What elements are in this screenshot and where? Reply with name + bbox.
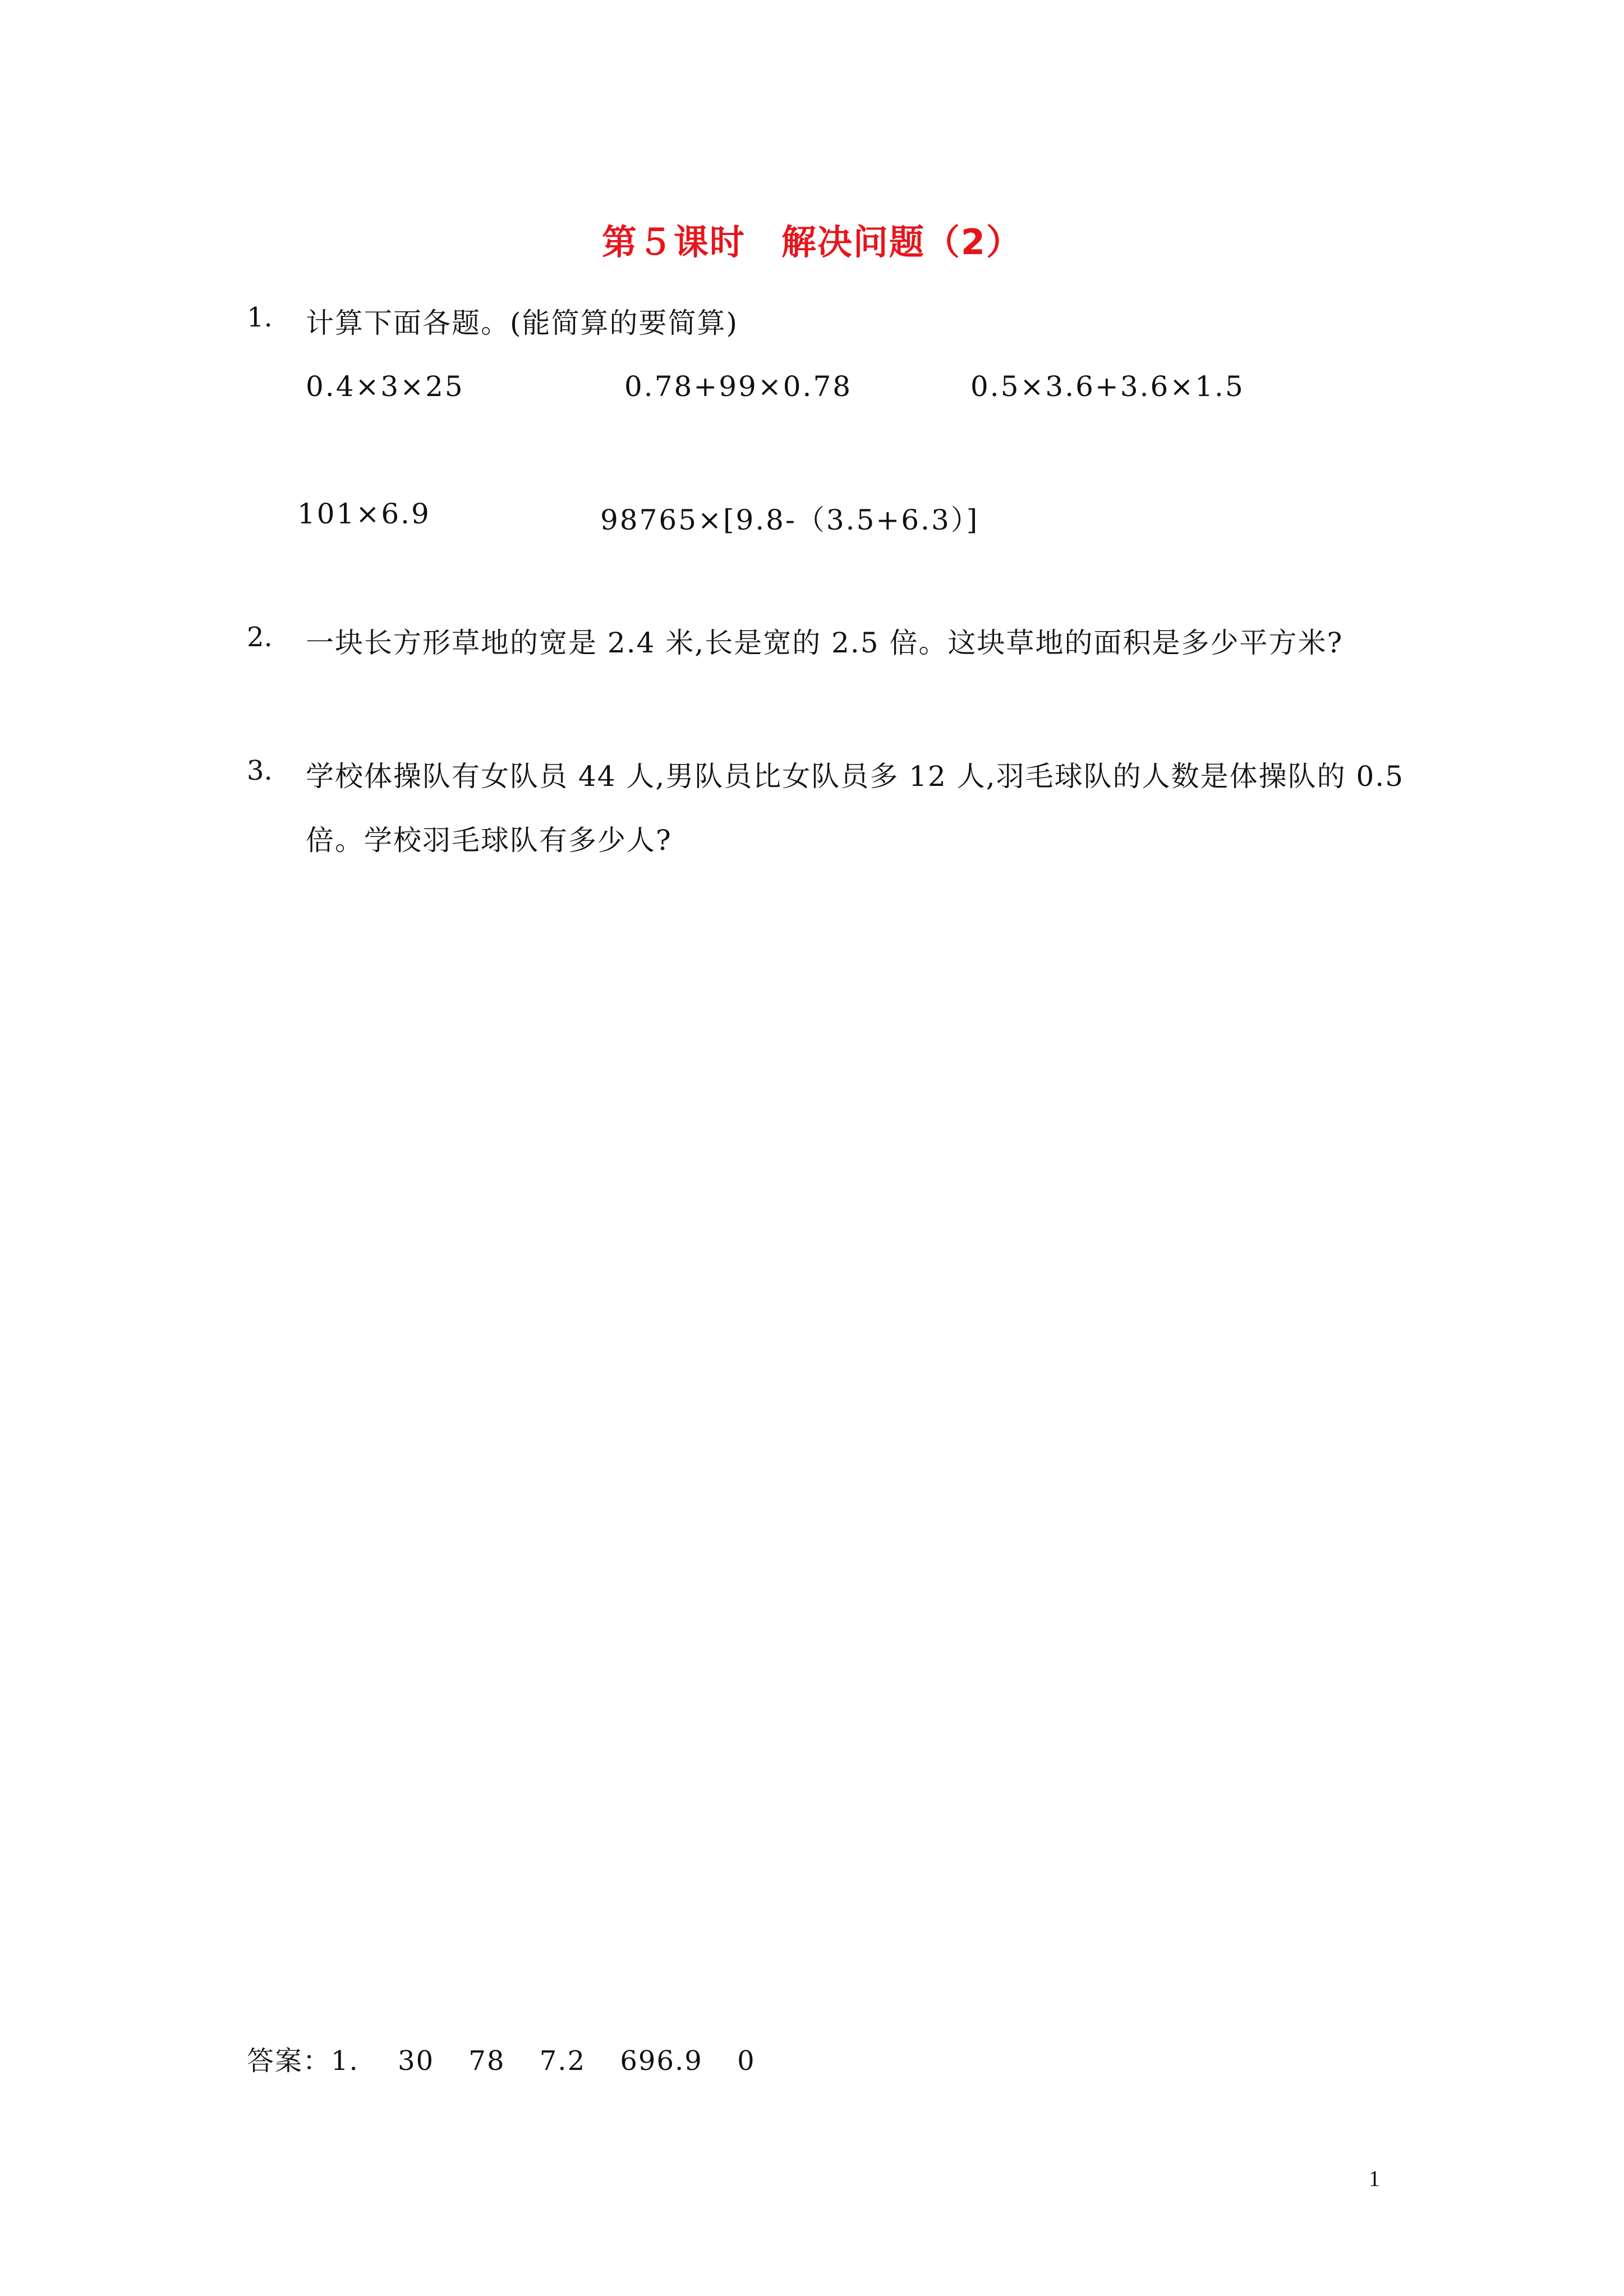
expression-1: 0.4×3×25 bbox=[306, 370, 464, 403]
answer-value: 0 bbox=[737, 2045, 756, 2077]
answer-value: 30 bbox=[398, 2045, 435, 2077]
answer-line bbox=[247, 2039, 780, 2078]
question-2-number: 2. bbox=[247, 622, 273, 653]
question-3-line-1: 学校体操队有女队员 44 人,男队员比女队员多 12 人,羽毛球队的人数是体操队的 0.5 bbox=[306, 760, 1405, 793]
expression-5: 98765×[9.8-（3.5+6.3）] bbox=[600, 504, 979, 536]
answer-value: 696.9 bbox=[620, 2045, 703, 2077]
expression-2: 0.78+99×0.78 bbox=[624, 370, 853, 403]
answer-value: 78 bbox=[468, 2045, 505, 2077]
question-2-text: 一块长方形草地的宽是 2.4 米,长是宽的 2.5 倍。这块草地的面积是多少平方米? bbox=[306, 627, 1344, 659]
answer-label: 答案：1. bbox=[247, 2045, 359, 2077]
expression-3: 0.5×3.6+3.6×1.5 bbox=[970, 370, 1245, 403]
expression-4: 101×6.9 bbox=[297, 498, 431, 530]
question-3-line-2: 倍。学校羽毛球队有多少人? bbox=[306, 824, 672, 857]
page-title: 第５课时 解决问题（2） bbox=[601, 222, 1023, 263]
question-1-text: 计算下面各题。(能简算的要简算) bbox=[306, 307, 739, 339]
question-1-number: 1. bbox=[247, 302, 273, 333]
page-number: 1 bbox=[1369, 2166, 1380, 2191]
question-3-number: 3. bbox=[247, 755, 273, 786]
answer-value: 7.2 bbox=[539, 2045, 586, 2077]
